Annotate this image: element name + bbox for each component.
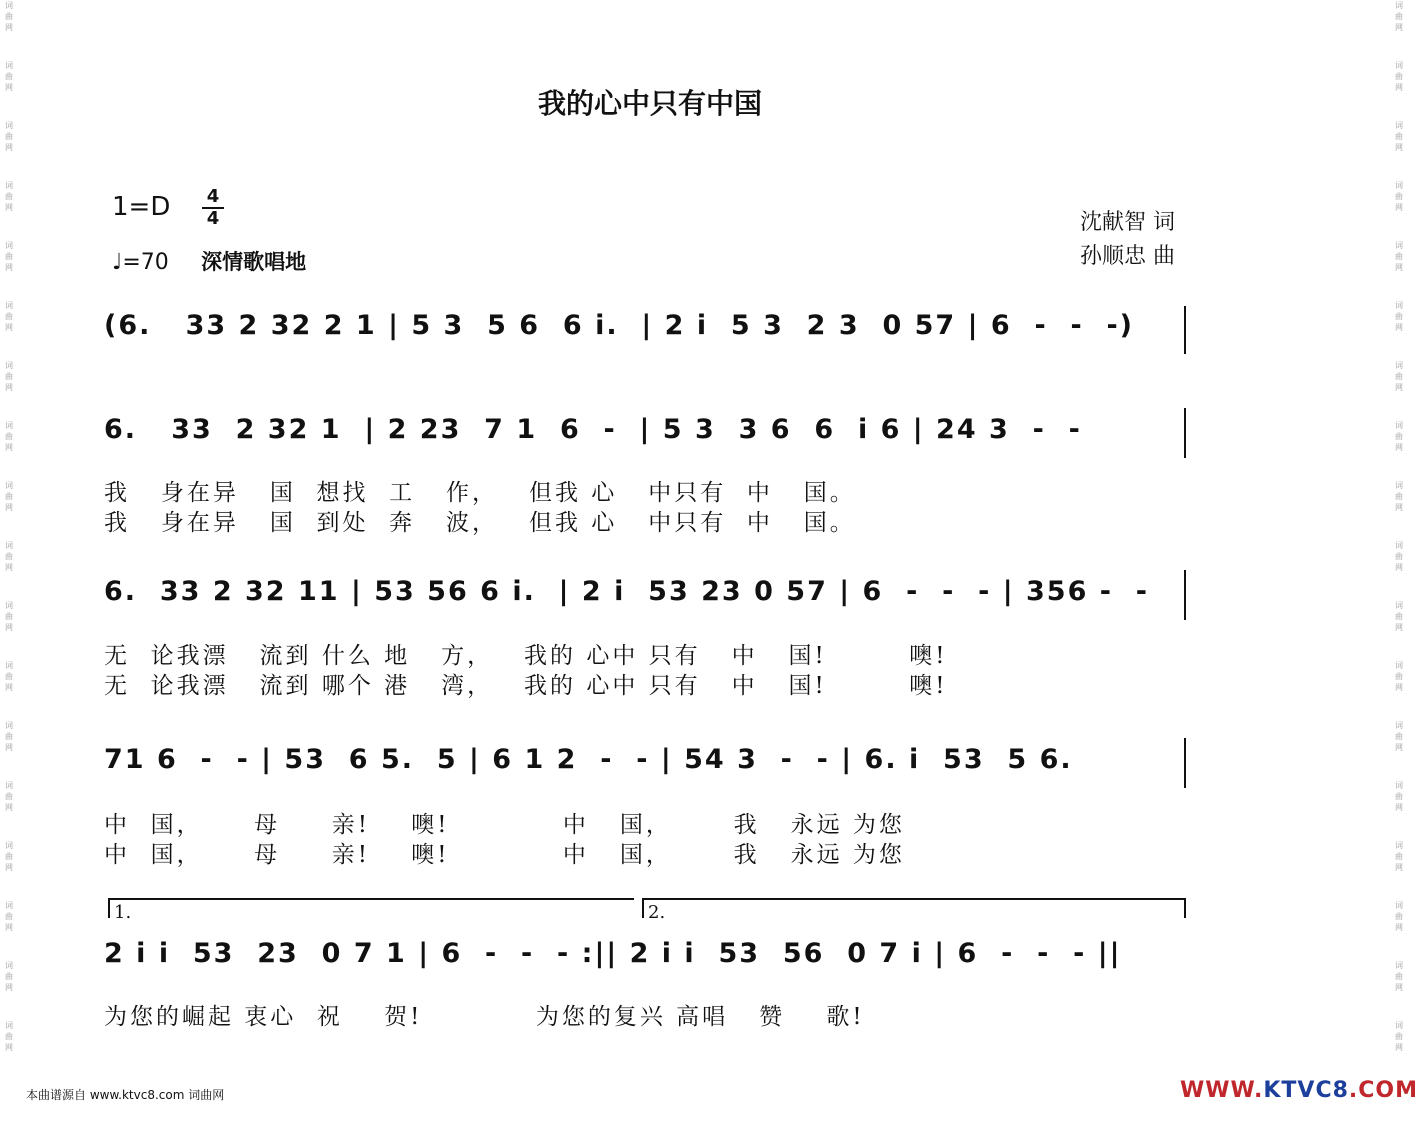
notes-line: 71 6 - - | 53 6 5. 5 | 6 1 2 - - | 54 3 - - | 6. i 53 5 6. <box>104 744 1073 775</box>
watermark-text: 词 曲 网 <box>5 361 13 392</box>
watermark-text: 词 曲 网 <box>5 121 13 152</box>
right-watermark-strip <box>1392 0 1406 1130</box>
notes-line: (6. 33 2 32 2 1 | 5 3 5 6 6 i. | 2 i 5 3 2 3 0 57 | 6 - - -) <box>104 310 1135 341</box>
watermark-text: 词 曲 网 <box>5 541 13 572</box>
watermark-text: 词 曲 网 <box>1395 721 1403 752</box>
lyrics-verse-2: 我 身在异 国 到处 奔 波， 但我 心 中只有 中 国。 <box>104 510 856 536</box>
lyrics-verse-1: 无 论我漂 流到 什么 地 方， 我的 心中 只有 中 国! 噢! <box>104 643 948 669</box>
lyrics-verse-2: 无 论我漂 流到 哪个 港 湾， 我的 心中 只有 中 国! 噢! <box>104 673 948 699</box>
watermark-text: 词 曲 网 <box>5 781 13 812</box>
watermark-text: 词 曲 网 <box>1395 901 1403 932</box>
watermark-text: 词 曲 网 <box>1395 361 1403 392</box>
score-row-1 <box>104 414 1194 445</box>
watermark-text: 词 曲 网 <box>5 1 13 32</box>
source-note: 本曲谱源自 www.ktvc8.com 词曲网 <box>26 1088 225 1102</box>
barline <box>1184 738 1186 788</box>
watermark-text: 词 曲 网 <box>1395 601 1403 632</box>
composer: 孙顺忠 曲 <box>1080 244 1175 269</box>
volta-label: 2. <box>648 902 666 923</box>
time-signature-bottom: 4 <box>206 208 220 229</box>
watermark-text: 词 曲 网 <box>5 241 13 272</box>
watermark-text: 词 曲 网 <box>1395 541 1403 572</box>
watermark-text: 词 曲 网 <box>5 181 13 212</box>
watermark-text: 词 曲 网 <box>1395 421 1403 452</box>
time-signature <box>202 188 224 228</box>
watermark-text: 词 曲 网 <box>5 1021 13 1052</box>
tempo-value: ♩=70 <box>112 250 169 275</box>
time-signature-top: 4 <box>206 186 220 207</box>
watermark-text: 词 曲 网 <box>5 301 13 332</box>
credits <box>1080 206 1175 274</box>
key-signature: 1=D <box>112 192 171 222</box>
watermark-text: 词 曲 网 <box>1395 1 1403 32</box>
song-title: 我的心中只有中国 <box>537 87 762 120</box>
watermark-text: 词 曲 网 <box>5 901 13 932</box>
watermark-text: 词 曲 网 <box>1395 961 1403 992</box>
watermark-text: 词 曲 网 <box>5 601 13 632</box>
volta-label: 1. <box>114 902 132 923</box>
watermark-text: 词 曲 网 <box>5 841 13 872</box>
watermark-text: 词 曲 网 <box>1395 121 1403 152</box>
watermark-text: 词 曲 网 <box>1395 841 1403 872</box>
volta-second-ending <box>642 898 1186 923</box>
watermark-text: 词 曲 网 <box>5 961 13 992</box>
watermark-text: 词 曲 网 <box>1395 61 1403 92</box>
tempo-marking <box>112 246 306 276</box>
watermark-text: 词 曲 网 <box>1395 661 1403 692</box>
barline <box>1184 408 1186 458</box>
volta-first-ending <box>108 898 634 923</box>
watermark-text: 词 曲 网 <box>5 421 13 452</box>
left-watermark-strip <box>2 0 16 1130</box>
watermark-text: 词 曲 网 <box>5 661 13 692</box>
site-logo <box>1180 1078 1418 1103</box>
lyrics-verse-1: 我 身在异 国 想找 工 作， 但我 心 中只有 中 国。 <box>104 480 856 506</box>
score-row-intro <box>104 310 1194 341</box>
expression-marking: 深情歌唱地 <box>201 250 307 274</box>
barline <box>1184 570 1186 620</box>
score-row-3 <box>104 744 1194 775</box>
score-row-4 <box>104 938 1194 969</box>
watermark-text: 词 曲 网 <box>5 481 13 512</box>
lyrics-verse-final: 为您的崛起 衷心 祝 贺! 为您的复兴 高唱 赞 歌! <box>104 1004 865 1030</box>
notes-line: 6. 33 2 32 11 | 53 56 6 i. | 2 i 53 23 0 57 | 6 - - - | 356 - - <box>104 576 1149 607</box>
watermark-text: 词 曲 网 <box>1395 481 1403 512</box>
score-row-2 <box>104 576 1194 607</box>
lyricist: 沈献智 词 <box>1080 210 1175 235</box>
watermark-text: 词 曲 网 <box>5 61 13 92</box>
watermark-text: 词 曲 网 <box>1395 181 1403 212</box>
logo-prefix: WWW. <box>1180 1078 1264 1103</box>
watermark-text: 词 曲 网 <box>5 721 13 752</box>
watermark-text: 词 曲 网 <box>1395 241 1403 272</box>
watermark-text: 词 曲 网 <box>1395 781 1403 812</box>
watermark-text: 词 曲 网 <box>1395 1021 1403 1052</box>
logo-suffix: .COM <box>1348 1078 1418 1103</box>
logo-brand: KTVC8 <box>1263 1078 1349 1103</box>
watermark-text: 词 曲 网 <box>1395 301 1403 332</box>
notes-line: 6. 33 2 32 1 | 2 23 7 1 6 - | 5 3 3 6 6 i 6 | 24 3 - - <box>104 414 1082 445</box>
lyrics-verse-2: 中 国， 母 亲! 噢! 中 国， 我 永远 为您 <box>104 842 905 868</box>
barline <box>1184 306 1186 354</box>
lyrics-verse-1: 中 国， 母 亲! 噢! 中 国， 我 永远 为您 <box>104 812 905 838</box>
notes-line: 2 i i 53 23 0 7 1 | 6 - - - :|| 2 i i 53 56 0 7 i | 6 - - - || <box>104 938 1122 969</box>
